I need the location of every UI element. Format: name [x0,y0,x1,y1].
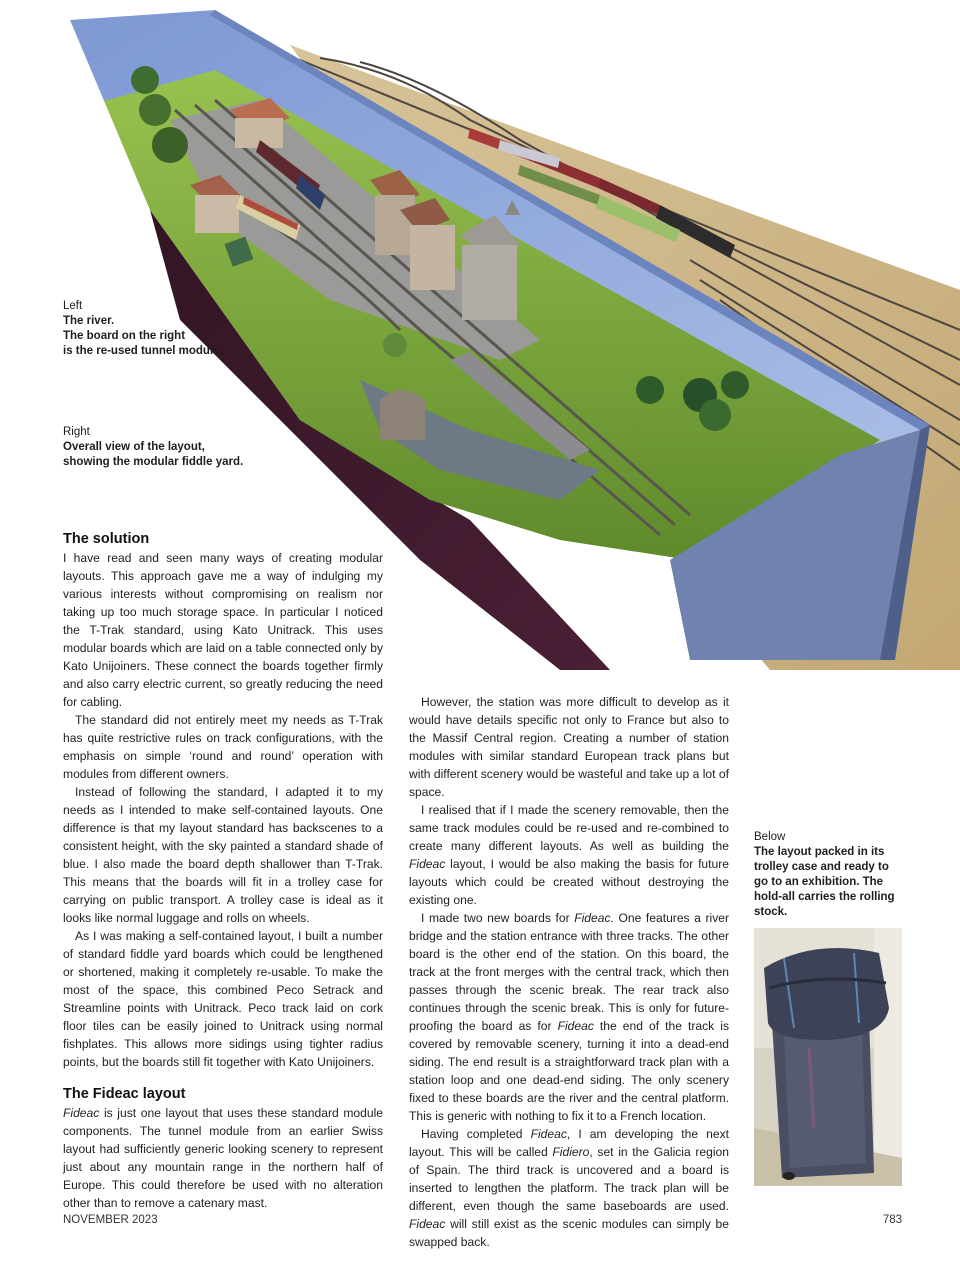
paragraph: I made two new boards for Fideac. One features a river bridge and the station entrance with three tracks. The other board is the other end of the station. On this board, the track at the front merges with the central track, which then passes through the scenic break. The rear track also continues through the scenic break. This is only for future-proofing the board as for Fideac the end of the track is covered by removable scenery, turning it into a dead-end siding. The end result is a straightforward track plan with a station loop and one dead-end siding. The only scenery fixed to these boards are the river and the central platform. This is generic with nothing to fix it to a French location. [409,911,729,1123]
page-number: 783 [882,1214,902,1226]
caption-left-tag: Left [63,300,83,312]
paragraph: As I was making a self-contained layout, I built a number of standard fiddle yard boards which could be lengthened or shortened, making it completely re-usable. To make the most of the space, this combined Peco Setrack and Streamline points with Unitrack. Peco track laid on cork floor tiles can be easily joined to Unitrack using normal fishplates. This allows more sidings using tighter radius points, but the boards still fit together with Kato Unijoiners. [63,929,383,1069]
paragraph: Having completed Fideac, I am developing the next layout. This will be called Fidiero, set in the Galicia region of Spain. The third track is uncovered and a board is inserted to lengthen the platform. The track plan will be different, even though the same baseboards are used. Fideac will still exist as the scenic modules can simply be swapped back. [409,1127,730,1249]
article-column-2 [409,693,729,1251]
caption-right-line: Overall view of the layout, [63,441,205,453]
heading-the-solution: The solution [63,531,150,547]
caption-right-tag: Right [63,426,90,438]
issue-date: NOVEMBER 2023 [63,1214,158,1226]
trolley-case-photo [754,928,902,1186]
caption-left [63,299,263,359]
heading-fideac-layout: The Fideac layout [63,1086,186,1102]
caption-below-text: The layout packed in its trolley case and ready to go to an exhibition. The hold-all carries the rolling stock. [754,846,895,918]
caption-below [754,830,904,920]
paragraph: However, the station was more difficult to develop as it would have details specific not only to France but also to the Massif Central region. Creating a number of station modules with similar standard European track plans but with different scenery would be wasteful and take up a lot of space. [409,695,729,799]
caption-left-line: The river. [63,315,115,327]
layout-name: Fideac [63,1106,100,1120]
paragraph: Fideac is just one layout that uses these standard module components. The tunnel module from an earlier Swiss layout had sufficiently generic looking scenery to represent just about any mountain range in the northern half of Europe. This could therefore be used with no alteration other than to remove a catenary mast. [63,1106,383,1210]
paragraph: I realised that if I made the scenery removable, then the same track modules could be re-used and re-combined to create many different layouts. As well as building the Fideac layout, I would be also making the basis for future layouts which could be created without destroying the existing one. [409,803,729,907]
article-column-1 [63,530,383,1212]
caption-left-line: The board on the right [63,330,186,342]
hold-all-bag [764,948,889,1040]
stone-arch-bridge [380,390,425,440]
caption-right [63,425,283,470]
caption-left-line: is the re-used tunnel module. [63,345,223,357]
paragraph: The standard did not entirely meet my needs as T-Trak has quite restrictive rules on track configurations, with the emphasis on simple ‘round and round’ operation with modules from different owners. [63,713,383,781]
paragraph: I have read and seen many ways of creating modular layouts. This approach gave me a way of indulging my various interests without compromising on realism nor taking up too much storage space. In particular I noticed the T-Trak standard, using Kato Unitrack. This uses modular boards which are laid on a table connected only by Kato Unijoiners. These connect the boards together firmly and also carry electric current, so greatly reducing the need for cabling. [63,551,383,709]
caption-below-tag: Below [754,831,786,843]
caption-right-line: showing the modular fiddle yard. [63,456,244,468]
paragraph: Instead of following the standard, I adapted it to my needs as I intended to make self-contained layouts. One difference is that my layout standard has backscenes to a consistent height, with the sky painted a standard shade of blue. I also made the board depth shallower than T-Trak. This means that the boards will fit in a trolley case for carrying on public transport. A trolley case is ideal as it looks like normal luggage and rolls on wheels. [63,785,383,925]
